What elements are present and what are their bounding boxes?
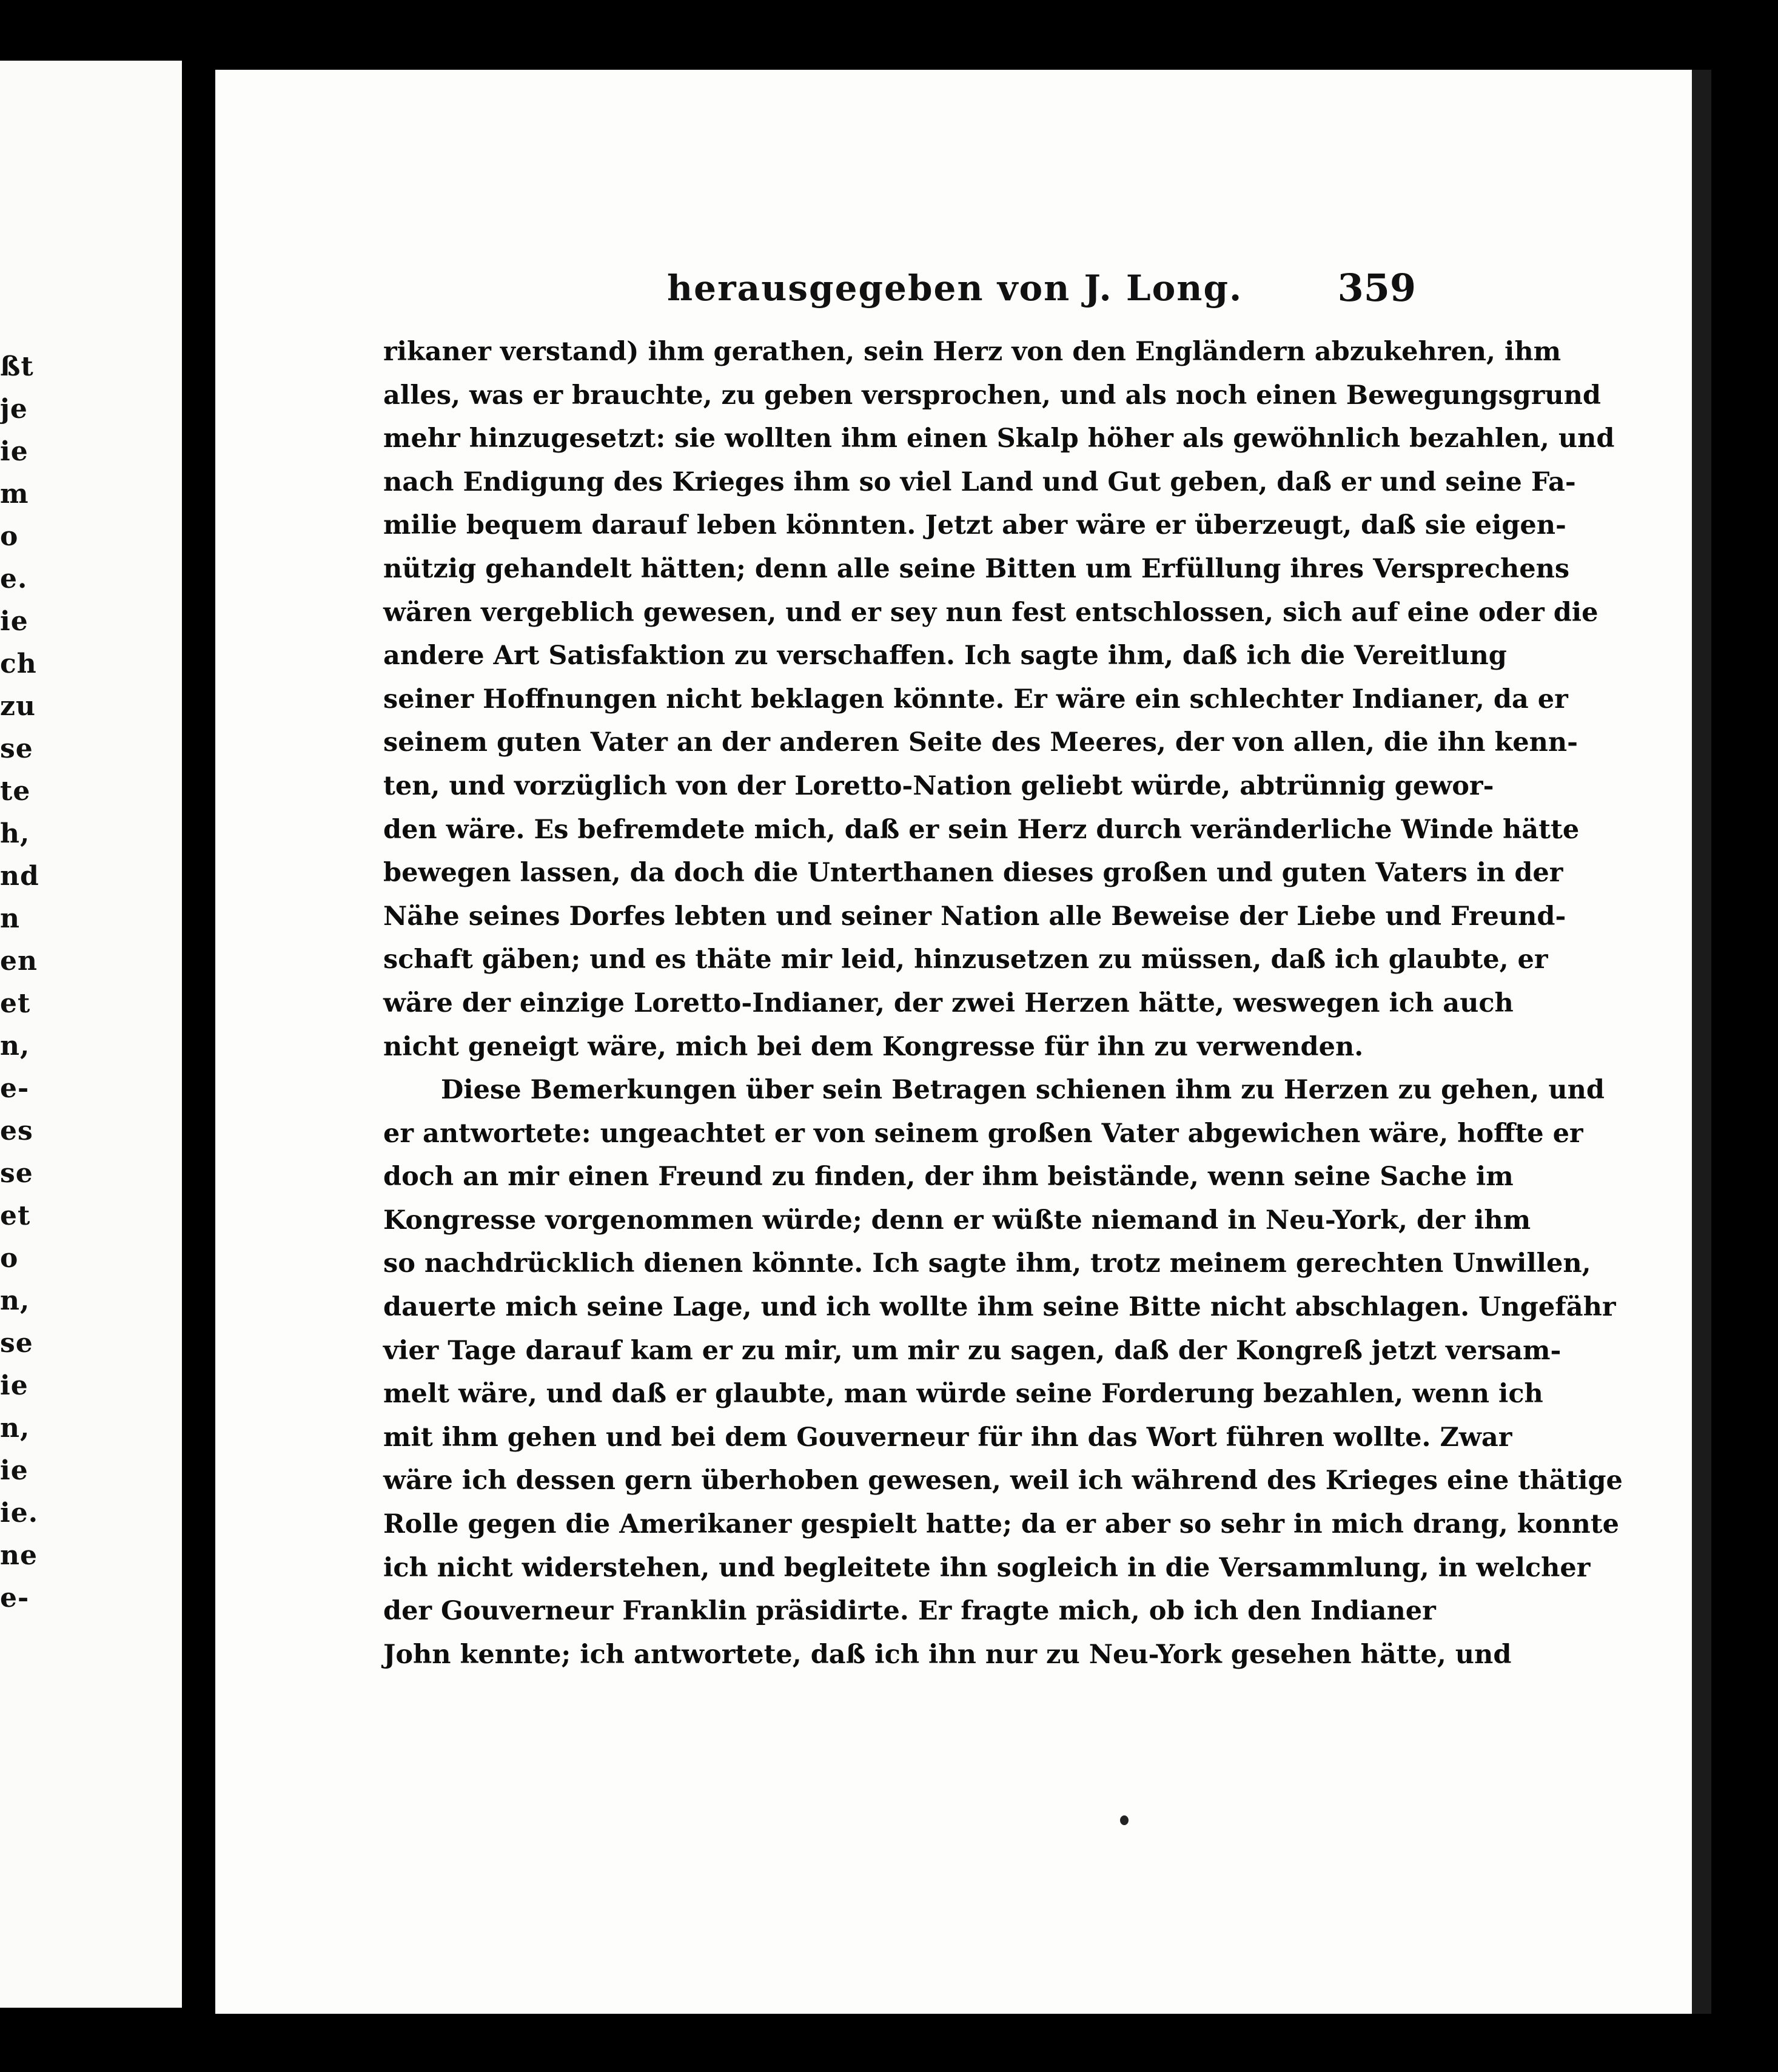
text-line: wäre der einzige Loretto-Indianer, der zwei Herzen hätte, weswegen ich auch	[383, 987, 1514, 1018]
edge-fragment: h,	[0, 818, 30, 849]
text-line: seinem guten Vater an der anderen Seite des Meeres, der von allen, die ihn kenn-	[383, 727, 1578, 758]
edge-fragment: n	[0, 903, 20, 934]
edge-fragment: te	[0, 776, 31, 807]
edge-fragment: et	[0, 1200, 31, 1231]
edge-fragment: ie	[0, 606, 29, 637]
text-line: den wäre. Es befremdete mich, daß er sein Herz durch veränderliche Winde hätte	[383, 814, 1580, 845]
previous-page-edge	[0, 61, 182, 2008]
edge-fragment: m	[0, 479, 29, 510]
page-number: 359	[1337, 266, 1416, 310]
text-line: wären vergeblich gewesen, und er sey nun fest entschlossen, sich auf eine oder die	[383, 597, 1599, 628]
edge-fragment: o	[0, 521, 19, 552]
edge-fragment: ie	[0, 1455, 29, 1486]
edge-fragment: ch	[0, 648, 37, 679]
text-line: milie bequem darauf leben könnten. Jetzt aber wäre er überzeugt, daß sie eigen-	[383, 510, 1566, 541]
text-line: ten, und vorzüglich von der Loretto-Nation geliebt würde, abtrünnig gewor-	[383, 770, 1494, 801]
edge-fragment: ie	[0, 1370, 29, 1401]
text-line: bewegen lassen, da doch die Unterthanen dieses großen und guten Vaters in der	[383, 858, 1563, 889]
edge-fragment: es	[0, 1115, 33, 1146]
text-line: Rolle gegen die Amerikaner gespielt hatte; da er aber so sehr in mich drang, konnte	[383, 1509, 1619, 1540]
edge-fragment: et	[0, 988, 31, 1019]
edge-fragment: se	[0, 733, 33, 764]
edge-fragment: n,	[0, 1413, 30, 1444]
text-line: ich nicht widerstehen, und begleitete ihn sogleich in die Versammlung, in welcher	[383, 1552, 1591, 1583]
text-line: er antwortete: ungeachtet er von seinem großen Vater abgewichen wäre, hoffte er	[383, 1118, 1583, 1149]
text-line: Nähe seines Dorfes lebten und seiner Nation alle Beweise der Liebe und Freund-	[383, 901, 1566, 932]
text-line: seiner Hoffnungen nicht beklagen könnte. Er wäre ein schlechter Indianer, da er	[383, 684, 1568, 715]
text-line: nach Endigung des Krieges ihm so viel Land und Gut geben, daß er und seine Fa-	[383, 466, 1576, 497]
ink-spot	[1120, 1815, 1129, 1825]
text-line: andere Art Satisfaktion zu verschaffen. Ich sagte ihm, daß ich die Vereitlung	[383, 641, 1507, 671]
text-line: doch an mir einen Freund zu finden, der ihm beistände, wenn seine Sache im	[383, 1162, 1514, 1192]
text-line: alles, was er brauchte, zu geben versprochen, und als noch einen Bewegungsgrund	[383, 380, 1601, 411]
page-header	[667, 261, 1416, 315]
text-line: mit ihm gehen und bei dem Gouverneur für ihn das Wort führen wollte. Zwar	[383, 1422, 1512, 1453]
text-line: Kongresse vorgenommen würde; denn er wüßte niemand in Neu-York, der ihm	[383, 1205, 1531, 1236]
edge-fragment: se	[0, 1328, 33, 1359]
page-edge-shadow	[1692, 70, 1711, 2014]
edge-fragment: o	[0, 1243, 19, 1274]
edge-fragment: e-	[0, 1073, 30, 1104]
edge-fragment: nd	[0, 861, 39, 892]
text-line: mehr hinzugesetzt: sie wollten ihm einen Skalp höher als gewöhnlich bezahlen, und	[383, 423, 1615, 454]
text-line: so nachdrücklich dienen könnte. Ich sagte ihm, trotz meinem gerechten Unwillen,	[383, 1248, 1591, 1279]
edge-fragment: en	[0, 946, 38, 977]
edge-fragment: zu	[0, 691, 36, 722]
previous-page-text-fragments	[0, 346, 39, 1620]
running-title: herausgegeben von J. Long.	[667, 267, 1243, 309]
text-line: nicht geneigt wäre, mich bei dem Kongresse für ihn zu verwenden.	[383, 1031, 1364, 1062]
edge-fragment: e.	[0, 563, 28, 594]
edge-fragment: je	[0, 394, 28, 425]
edge-fragment: n,	[0, 1031, 30, 1061]
text-line: nützig gehandelt hätten; denn alle seine Bitten um Erfüllung ihres Versprechens	[383, 553, 1570, 584]
edge-fragment: e-	[0, 1583, 30, 1613]
text-line: John kennte; ich antwortete, daß ich ihn nur zu Neu-York gesehen hätte, und	[383, 1639, 1512, 1670]
body-text	[383, 331, 1623, 1677]
edge-fragment: n,	[0, 1285, 30, 1316]
text-line: melt wäre, und daß er glaubte, man würde seine Forderung bezahlen, wenn ich	[383, 1379, 1543, 1410]
edge-fragment: ie	[0, 436, 29, 467]
edge-fragment: ne	[0, 1540, 38, 1571]
edge-fragment: se	[0, 1158, 33, 1189]
text-line: dauerte mich seine Lage, und ich wollte ihm seine Bitte nicht abschlagen. Ungefähr	[383, 1292, 1616, 1323]
text-line: der Gouverneur Franklin präsidirte. Er fragte mich, ob ich den Indianer	[383, 1596, 1436, 1627]
text-line: Diese Bemerkungen über sein Betragen schienen ihm zu Herzen zu gehen, und	[441, 1075, 1605, 1106]
edge-fragment: ßt	[0, 351, 34, 382]
text-line: rikaner verstand) ihm gerathen, sein Herz von den Engländern abzukehren, ihm	[383, 337, 1562, 367]
text-line: wäre ich dessen gern überhoben gewesen, weil ich während des Krieges eine thätige	[383, 1465, 1623, 1496]
text-line: vier Tage darauf kam er zu mir, um mir zu sagen, daß der Kongreß jetzt versam-	[383, 1335, 1562, 1366]
edge-fragment: ie.	[0, 1498, 39, 1529]
text-line: schaft gäben; und es thäte mir leid, hinzusetzen zu müssen, daß ich glaubte, er	[383, 944, 1548, 975]
